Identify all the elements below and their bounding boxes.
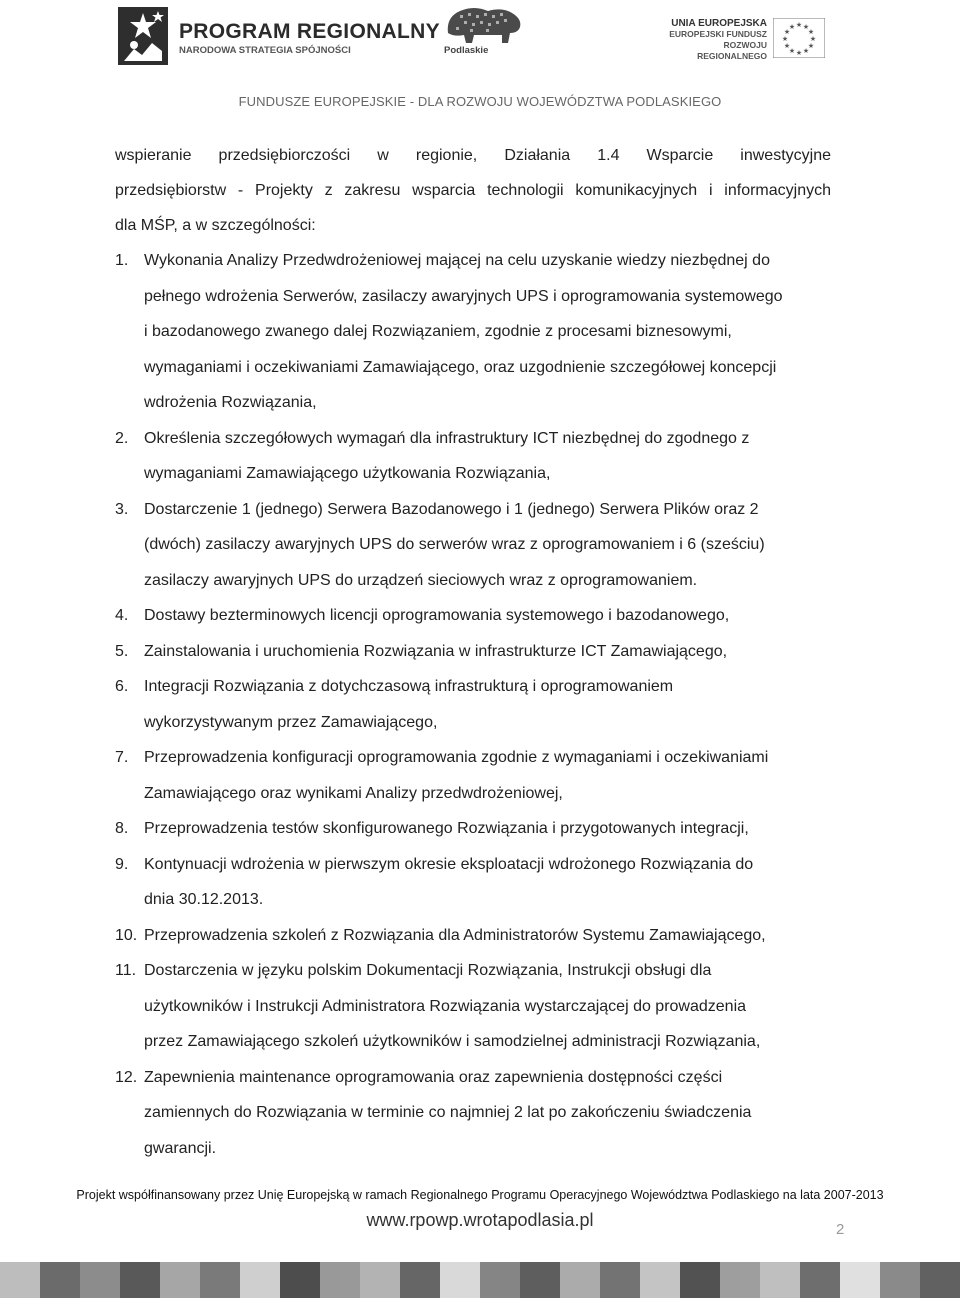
- list-item-line: Dostawy bezterminowych licencji oprogramowania systemowego i bazodanowego,: [144, 607, 730, 624]
- list-item: [115, 634, 831, 670]
- svg-text:★: ★: [788, 23, 796, 31]
- strip-block: [160, 1262, 200, 1298]
- eu-line-3: ROZWOJU REGIONALNEGO: [697, 40, 767, 61]
- list-item-line: przez Zamawiającego szkoleń użytkowników i samodzielnej administracji Rozwiązania,: [144, 1033, 761, 1050]
- strip-block: [400, 1262, 440, 1298]
- list-item: [115, 918, 831, 954]
- svg-text:★: ★: [807, 28, 815, 36]
- list-item-number: 2.: [115, 429, 129, 447]
- header-tagline: FUNDUSZE EUROPEJSKIE - DLA ROZWOJU WOJEWÓDZTWA PODLASKIEGO: [238, 94, 722, 109]
- list-item-line: gwarancji.: [144, 1139, 217, 1157]
- strip-block: [640, 1262, 680, 1298]
- program-subtitle: NARODOWA STRATEGIA SPÓJNOŚCI: [179, 45, 351, 56]
- list-item-number: 6.: [115, 678, 129, 695]
- list-item: [115, 598, 831, 634]
- list-item-line: zasilaczy awaryjnych UPS do urządzeń sieciowych wraz z oprogramowaniem.: [144, 571, 698, 589]
- strip-block: [440, 1262, 480, 1298]
- list-item: [115, 421, 831, 492]
- list-item: [115, 953, 831, 1060]
- strip-block: [520, 1262, 560, 1298]
- list-item-line: wdrożenia Rozwiązania,: [144, 394, 317, 411]
- strip-block: [920, 1262, 960, 1298]
- strip-block: [680, 1262, 720, 1298]
- footer-cofinancing-note: Projekt współfinansowany przez Unię Europejską w ramach Regionalnego Programu Operacyjnego Województwa Podlaskiego na lata 2007-2013: [76, 1188, 884, 1202]
- list-item: [115, 492, 831, 599]
- list-item-line: Przeprowadzenia szkoleń z Rozwiązania dla Administratorów Systemu Zamawiającego,: [144, 926, 766, 944]
- svg-text:★: ★: [795, 21, 803, 29]
- strip-block: [120, 1262, 160, 1298]
- list-item-number: 8.: [115, 820, 129, 837]
- page-header: [0, 0, 960, 112]
- list-item-line: Dostarczenie 1 (jednego) Serwera Bazodanowego i 1 (jednego) Serwera Plików oraz 2: [144, 500, 759, 518]
- podlaskie-logo: [440, 3, 528, 61]
- list-item-line: pełnego wdrożenia Serwerów, zasilaczy awaryjnych UPS i oprogramowania systemowego: [144, 287, 783, 305]
- strip-block: [240, 1262, 280, 1298]
- list-item-line: zamiennych do Rozwiązania w terminie co najmniej 2 lat po zakończeniu świadczenia: [144, 1104, 752, 1121]
- list-item: [115, 740, 831, 811]
- eu-line-2: EUROPEJSKI FUNDUSZ: [669, 29, 767, 39]
- list-item-line: użytkowników i Instrukcji Administratora Rozwiązania wystarczającej do prowadzenia: [144, 997, 747, 1015]
- intro-line: dla MŚP, a w szczególności:: [115, 217, 316, 234]
- svg-text:★: ★: [802, 47, 810, 55]
- svg-text:★: ★: [809, 35, 817, 43]
- list-item-line: dnia 30.12.2013.: [144, 891, 264, 908]
- star-figure-icon: [112, 5, 174, 69]
- program-regionalny-logo: [112, 5, 440, 71]
- list-item-line: Określenia szczegółowych wymagań dla infrastruktury ICT niezbędnej do zgodnego z: [144, 429, 750, 447]
- strip-block: [280, 1262, 320, 1298]
- list-item-number: 5.: [115, 642, 129, 660]
- list-item-line: wymaganiami Zamawiającego użytkowania Rozwiązania,: [144, 465, 551, 482]
- list-item-line: Kontynuacji wdrożenia w pierwszym okresie eksploatacji wdrożonego Rozwiązania do: [144, 855, 754, 873]
- eu-logo: [655, 18, 825, 64]
- strip-block: [880, 1262, 920, 1298]
- strip-block: [480, 1262, 520, 1298]
- list-item: [115, 1060, 831, 1167]
- svg-text:★: ★: [783, 28, 791, 36]
- list-item-line: Dostarczenia w języku polskim Dokumentacji Rozwiązania, Instrukcji obsługi dla: [144, 962, 712, 979]
- list-item: [115, 847, 831, 918]
- list-item: [115, 811, 831, 847]
- requirements-list: [115, 243, 831, 1166]
- svg-text:★: ★: [781, 35, 789, 43]
- list-item-line: Przeprowadzenia testów skonfigurowanego Rozwiązania i przygotowanych integracji,: [144, 820, 749, 837]
- eu-line-1: UNIA EUROPEJSKA: [671, 18, 767, 29]
- list-item-line: Zamawiającego oraz wynikami Analizy przedwdrożeniowej,: [144, 784, 563, 802]
- list-item: [115, 243, 831, 421]
- intro-line: wspieranie przedsiębiorczości w regionie, Działania 1.4 Wsparcie inwestycyjne: [115, 147, 831, 164]
- list-item-number: 9.: [115, 855, 129, 873]
- svg-text:★: ★: [788, 47, 796, 55]
- list-item-number: 7.: [115, 749, 129, 766]
- document-body: [115, 138, 831, 1166]
- list-item-number: 3.: [115, 500, 129, 518]
- list-item-line: wymaganiami i oczekiwaniami Zamawiającego, oraz uzgodnienie szczegółowej koncepcji: [144, 358, 777, 376]
- podlaskie-label: Podlaskie: [444, 45, 489, 56]
- eu-text-block: [655, 18, 767, 62]
- bison-icon: [440, 3, 528, 45]
- list-item-line: Integracji Rozwiązania z dotychczasową infrastrukturą i oprogramowaniem: [144, 678, 674, 695]
- strip-block: [80, 1262, 120, 1298]
- list-item-number: 1.: [115, 252, 129, 269]
- strip-block: [320, 1262, 360, 1298]
- list-item: [115, 669, 831, 740]
- svg-text:★: ★: [807, 42, 815, 50]
- strip-block: [720, 1262, 760, 1298]
- list-item-number: 12.: [115, 1068, 138, 1086]
- list-item-line: Przeprowadzenia konfiguracji oprogramowania zgodnie z wymaganiami i oczekiwaniami: [144, 749, 769, 766]
- strip-block: [40, 1262, 80, 1298]
- program-title: PROGRAM REGIONALNY: [179, 20, 440, 43]
- page-number: 2: [836, 1221, 845, 1238]
- list-item-line: (dwóch) zasilaczy awaryjnych UPS do serwerów wraz z oprogramowaniem i 6 (sześciu): [144, 536, 765, 553]
- list-item-line: Zapewnienia maintenance oprogramowania oraz zapewnienia dostępności części: [144, 1068, 723, 1086]
- strip-block: [840, 1262, 880, 1298]
- eu-flag-icon: [773, 18, 825, 58]
- svg-text:★: ★: [802, 23, 810, 31]
- list-item-number: 10.: [115, 926, 138, 944]
- list-item-number: 11.: [115, 962, 137, 979]
- strip-block: [760, 1262, 800, 1298]
- list-item-line: wykorzystywanym przez Zamawiającego,: [144, 713, 438, 731]
- list-item-line: Zainstalowania i uruchomienia Rozwiązania w infrastrukturze ICT Zamawiającego,: [144, 642, 728, 660]
- strip-block: [360, 1262, 400, 1298]
- footer-website-url: www.rpowp.wrotapodlasia.pl: [366, 1210, 594, 1230]
- list-item-line: i bazodanowego zwanego dalej Rozwiązaniem, zgodnie z procesami biznesowymi,: [144, 323, 732, 340]
- strip-block: [600, 1262, 640, 1298]
- svg-text:★: ★: [783, 42, 791, 50]
- list-item-line: Wykonania Analizy Przedwdrożeniowej mającej na celu uzyskanie wiedzy niezbędnej do: [144, 252, 770, 269]
- intro-line: przedsiębiorstw - Projekty z zakresu wsparcia technologii komunikacyjnych i informacyjnych: [115, 182, 831, 199]
- svg-text:★: ★: [795, 49, 803, 57]
- strip-block: [200, 1262, 240, 1298]
- list-item-number: 4.: [115, 607, 129, 624]
- strip-block: [800, 1262, 840, 1298]
- decorative-strip: [0, 1262, 960, 1298]
- strip-block: [560, 1262, 600, 1298]
- intro-paragraph: [115, 138, 831, 243]
- strip-block: [0, 1262, 40, 1298]
